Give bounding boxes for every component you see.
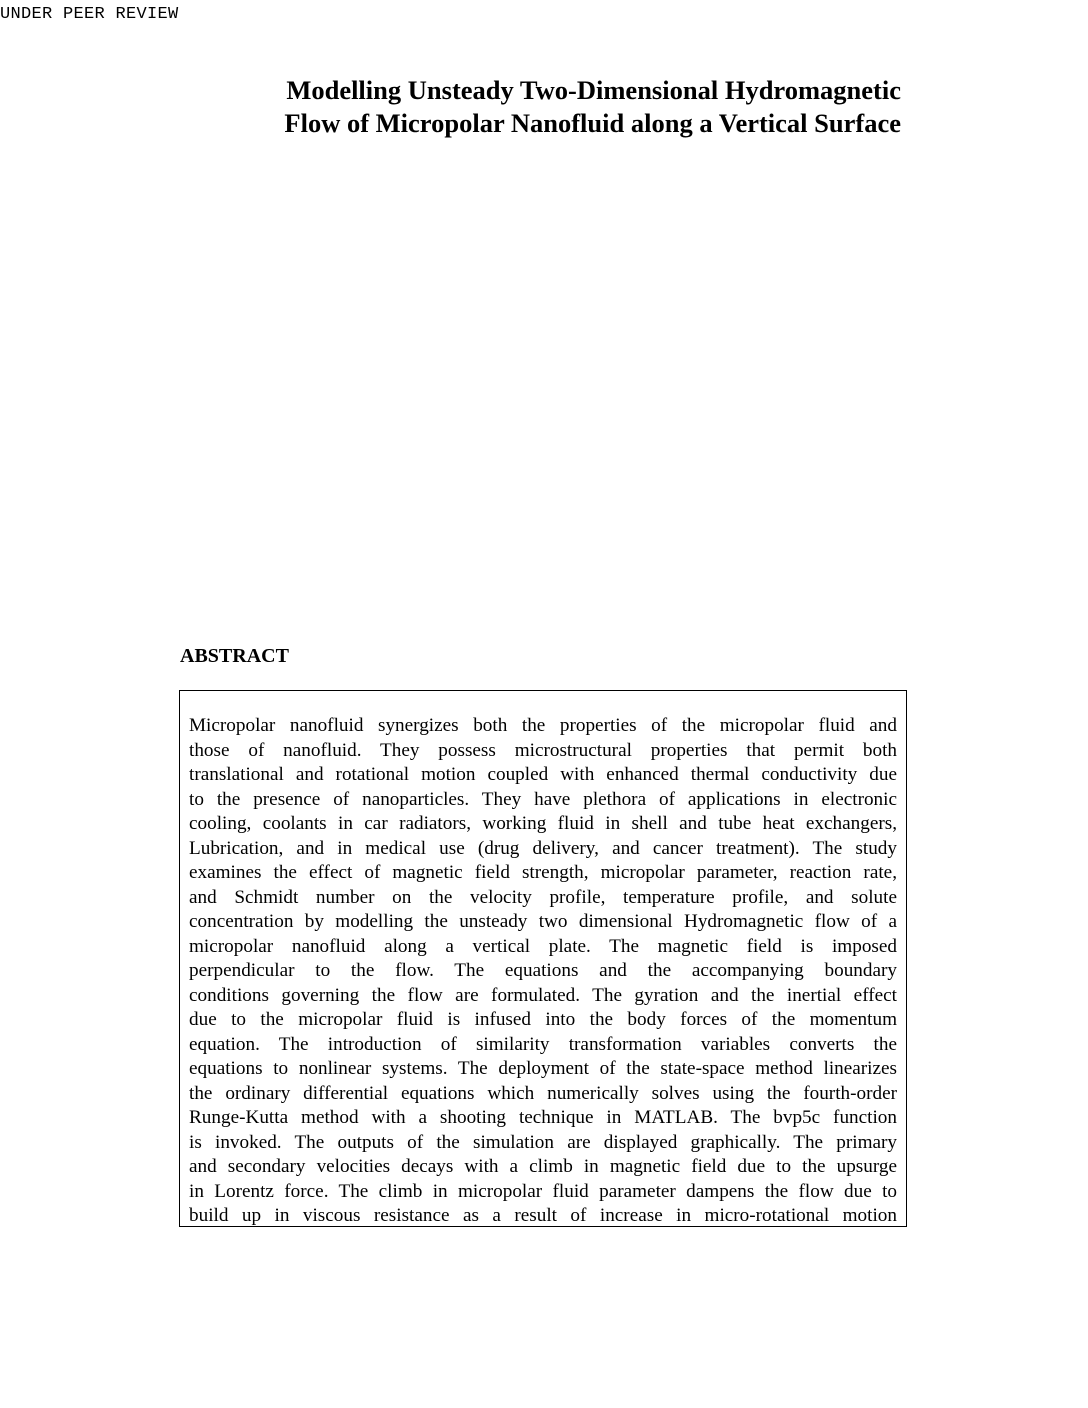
abstract-line: examines the effect of magnetic field strength, micropolar parameter, reaction rate, bbox=[189, 862, 897, 883]
under-peer-review-label: UNDER PEER REVIEW bbox=[0, 5, 179, 24]
abstract-line: cooling, coolants in car radiators, working fluid in shell and tube heat exchangers, bbox=[189, 813, 897, 834]
abstract-line: build up in viscous resistance as a result of increase in micro-rotational motion bbox=[189, 1205, 897, 1226]
abstract-line: due to the micropolar fluid is infused into the body forces of the momentum bbox=[189, 1009, 897, 1030]
abstract-line: and secondary velocities decays with a climb in magnetic field due to the upsurge bbox=[189, 1156, 897, 1177]
title-line-1: Modelling Unsteady Two-Dimensional Hydromagnetic bbox=[286, 75, 901, 105]
abstract-line: to the presence of nanoparticles. They have plethora of applications in electronic bbox=[189, 788, 897, 810]
abstract-line: is invoked. The outputs of the simulation are displayed graphically. The primary bbox=[189, 1131, 897, 1153]
abstract-line: concentration by modelling the unsteady two dimensional Hydromagnetic flow of a bbox=[189, 911, 897, 932]
abstract-line: in Lorentz force. The climb in micropolar fluid parameter dampens the flow due to bbox=[189, 1180, 897, 1202]
abstract-line: perpendicular to the flow. The equations and the accompanying boundary bbox=[189, 960, 897, 981]
abstract-line: equations to nonlinear systems. The deployment of the state-space method linearizes bbox=[189, 1058, 897, 1079]
abstract-line: equation. The introduction of similarity transformation variables converts the bbox=[189, 1033, 897, 1055]
paper-title bbox=[284, 74, 901, 140]
abstract-line: conditions governing the flow are formulated. The gyration and the inertial effect bbox=[189, 984, 897, 1006]
abstract-line: and Schmidt number on the velocity profile, temperature profile, and solute bbox=[189, 886, 897, 908]
abstract-line: those of nanofluid. They possess microstructural properties that permit both bbox=[189, 739, 897, 761]
title-line-2: Flow of Micropolar Nanofluid along a Vertical Surface bbox=[284, 108, 901, 138]
abstract-heading: ABSTRACT bbox=[180, 645, 289, 667]
abstract-line: translational and rotational motion coupled with enhanced thermal conductivity due bbox=[189, 764, 897, 785]
abstract-line: Micropolar nanofluid synergizes both the properties of the micropolar fluid and bbox=[189, 715, 897, 736]
abstract-box bbox=[179, 690, 907, 1227]
abstract-line: the ordinary differential equations which numerically solves using the fourth-order bbox=[189, 1082, 897, 1104]
abstract-line: Lubrication, and in medical use (drug delivery, and cancer treatment). The study bbox=[189, 837, 897, 859]
abstract-line: Runge-Kutta method with a shooting technique in MATLAB. The bvp5c function bbox=[189, 1107, 897, 1128]
abstract-line: micropolar nanofluid along a vertical plate. The magnetic field is imposed bbox=[189, 935, 897, 957]
abstract-text bbox=[189, 714, 897, 1227]
